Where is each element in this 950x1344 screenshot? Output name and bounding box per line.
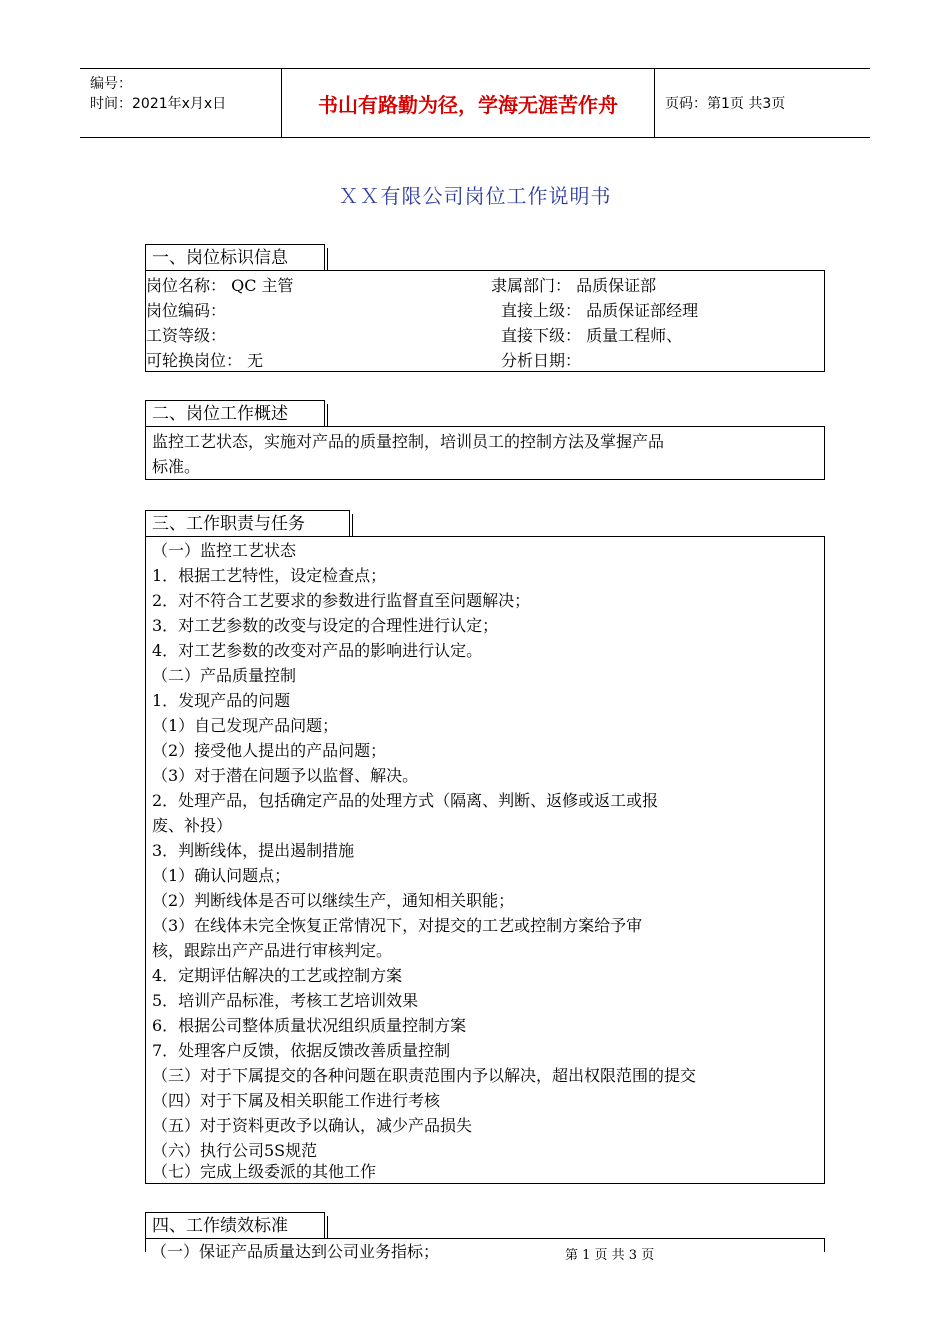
- duty-line: 3．判断线体，提出遏制措施: [152, 841, 355, 860]
- section-4-heading: 四、工作绩效标准: [145, 1212, 325, 1238]
- duty-line: （一）监控工艺状态: [152, 541, 297, 560]
- duty-line: 7．处理客户反馈，依据反馈改善质量控制: [152, 1041, 451, 1060]
- duty-line: 2．对不符合工艺要求的参数进行监督直至问题解决；: [152, 591, 531, 610]
- section-2-heading: 二、岗位工作概述: [145, 400, 325, 426]
- duty-line: （五）对于资料更改予以确认，减少产品损失: [152, 1116, 473, 1135]
- duty-line: （三）对于下属提交的各种问题在职责范围内予以解决，超出权限范围的提交: [152, 1066, 697, 1085]
- duty-line: 1．发现产品的问题: [152, 691, 291, 710]
- duty-line: （1）自己发现产品问题；: [152, 716, 339, 735]
- duty-line: 1．根据工艺特性，设定检查点；: [152, 566, 387, 585]
- duty-line: 3．对工艺参数的改变与设定的合理性进行认定；: [152, 616, 499, 635]
- duty-line: 核，跟踪出产产品进行审核判定。: [152, 941, 393, 960]
- duty-line: （二）产品质量控制: [152, 666, 297, 685]
- header-info-cell: [80, 69, 282, 137]
- duty-line: 2．处理产品，包括确定产品的处理方式（隔离、判断、返修或返工或报: [152, 791, 659, 810]
- info-row-right: 直接上级： 品质保证部经理: [501, 301, 699, 320]
- summary-line: 标准。: [152, 457, 201, 476]
- info-row-left: 可轮换岗位： 无: [146, 351, 264, 370]
- header-motto: 书山有路勤为径，学海无涯苦作舟: [282, 69, 655, 137]
- duty-line: 4．对工艺参数的改变对产品的影响进行认定。: [152, 641, 483, 660]
- time-label: 时间：2021年x月x日: [90, 96, 227, 112]
- section-3-heading: 三、工作职责与任务: [145, 510, 350, 536]
- duty-line: 废、补投）: [152, 816, 233, 835]
- section-2-box: [145, 426, 825, 480]
- document-title: ＸＸ有限公司岗位工作说明书: [338, 184, 612, 208]
- duty-line: 6．根据公司整体质量状况组织质量控制方案: [152, 1016, 467, 1035]
- duty-line: （六）执行公司5S规范: [152, 1141, 318, 1160]
- duty-line: 4．定期评估解决的工艺或控制方案: [152, 966, 403, 985]
- section-1-heading: 一、岗位标识信息: [145, 244, 325, 270]
- info-row-left: 岗位名称： QC 主管: [146, 276, 294, 295]
- info-row-right: 分析日期：: [501, 351, 582, 370]
- info-row-right: 直接下级： 质量工程师、: [501, 326, 683, 345]
- performance-line: （一）保证产品质量达到公司业务指标；: [151, 1242, 440, 1261]
- header-page-info: 页码：第1页 共3页: [665, 96, 786, 112]
- info-row-right: 隶属部门： 品质保证部: [491, 276, 657, 295]
- info-row-left: 工资等级：: [146, 326, 227, 345]
- duty-line: （四）对于下属及相关职能工作进行考核: [152, 1091, 441, 1110]
- number-label: 编号：: [90, 76, 132, 92]
- duty-line: （3）对于潜在问题予以监督、解决。: [152, 766, 419, 785]
- duty-line: 5．培训产品标准，考核工艺培训效果: [152, 991, 419, 1010]
- section-3-box: [145, 536, 825, 1184]
- footer-page-number: 第 1 页 共 3 页: [565, 1248, 655, 1263]
- duty-line: （1）确认问题点；: [152, 866, 291, 885]
- info-row-left: 岗位编码：: [146, 301, 227, 320]
- duty-line: （3）在线体未完全恢复正常情况下，对提交的工艺或控制方案给予审: [152, 916, 643, 935]
- section-1-box: [145, 270, 825, 372]
- duty-line: （七）完成上级委派的其他工作: [152, 1162, 377, 1181]
- duty-line: （2）判断线体是否可以继续生产，通知相关职能；: [152, 891, 515, 910]
- duty-line: （2）接受他人提出的产品问题；: [152, 741, 387, 760]
- summary-line: 监控工艺状态，实施对产品的质量控制，培训员工的控制方法及掌握产品: [152, 432, 665, 451]
- page-header: [80, 68, 870, 138]
